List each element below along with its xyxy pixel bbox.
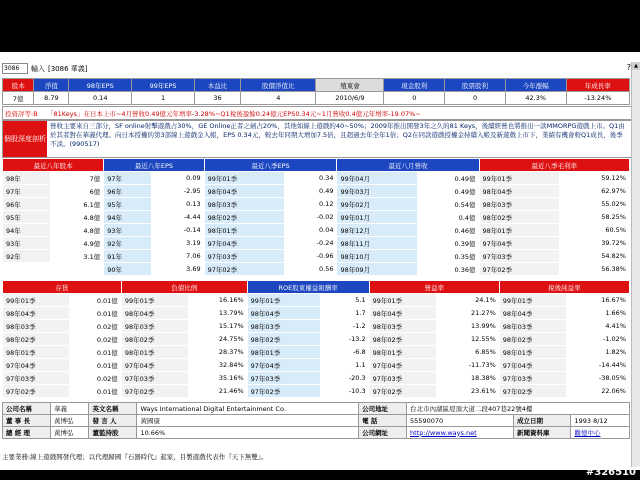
period-label: 99年01季 (499, 294, 566, 307)
stock-tag: [3086 華義] (48, 64, 88, 73)
period-value: 6.85% (436, 346, 499, 359)
period-value: -6.8 (321, 346, 369, 359)
period-value: 1.1 (321, 359, 369, 372)
info-key: 公司名稱 (3, 403, 51, 415)
period-value: 3.19 (152, 237, 204, 250)
period-value: 54.82% (559, 250, 629, 263)
rating-label: 投資評等:B (5, 109, 38, 118)
info-key: 總 經 理 (3, 427, 51, 439)
header-6[interactable]: 殖東會 (316, 79, 384, 92)
period-label: 97年03季 (479, 250, 559, 263)
period-label: 90年 (104, 263, 152, 276)
period-value: -38.05% (567, 372, 630, 385)
period-label: 99年03月 (337, 185, 417, 198)
period-value: 59.12% (559, 172, 629, 185)
info-key: 董監持股 (89, 427, 137, 439)
rating-text: 「81Keys」在日本上市~4月營收0.49億元年增率-3.28%~Q1稅後盈餘0.24億元EPS0.34元~1月營收0.4億元年增率-19.07%~ (47, 109, 421, 118)
period-label: 98年04季 (204, 185, 284, 198)
period-label: 99年01季 (204, 172, 284, 185)
period-value: -13.2 (321, 333, 369, 346)
period-label: 97年02季 (369, 385, 436, 398)
table-row (3, 320, 630, 333)
header-5[interactable]: 股價淨值比 (241, 79, 316, 92)
period-label: 97年03季 (3, 372, 70, 385)
period-value: 32.84% (189, 359, 248, 372)
period-value: 0.4億 (417, 211, 479, 224)
period-label: 98年12月 (337, 224, 417, 237)
period-label: 97年03季 (121, 372, 188, 385)
period-value: 4.41% (567, 320, 630, 333)
value-5: 4 (241, 92, 316, 105)
value-7: 0 (384, 92, 445, 105)
info-value: 1993 8/12 (571, 415, 630, 427)
value-8: 0 (445, 92, 506, 105)
period-label: 97年04季 (369, 359, 436, 372)
period-label: 97年02季 (247, 385, 321, 398)
period-value: 7.06 (152, 250, 204, 263)
period-label: 98年04季 (3, 307, 70, 320)
period-label: 98年03季 (204, 198, 284, 211)
period-label: 96年 (3, 198, 51, 211)
period-value: 6億 (51, 185, 104, 198)
period-value: 0.49億 (417, 172, 479, 185)
table-row (3, 237, 630, 250)
period-value: -0.14 (152, 224, 204, 237)
period-label: 98年01季 (121, 346, 188, 359)
period-value: 15.17% (189, 320, 248, 333)
period-label: 98年02季 (3, 333, 70, 346)
section-header[interactable]: 最近八年股本 (3, 159, 104, 172)
period-label: 92年 (104, 237, 152, 250)
period-label: 97年04季 (121, 359, 188, 372)
period-value: 4.8億 (51, 211, 104, 224)
period-value: 13.79% (189, 307, 248, 320)
info-value: 10.66% (137, 427, 359, 439)
period-label: 97年03季 (247, 372, 321, 385)
period-label: 99年01季 (3, 294, 70, 307)
period-value: 6.1億 (51, 198, 104, 211)
table-row (3, 185, 630, 198)
period-label: 98年02季 (479, 211, 559, 224)
period-value: -0.24 (285, 237, 337, 250)
period-label: 98年04季 (121, 307, 188, 320)
period-value: 0.02億 (70, 320, 122, 333)
header-8[interactable]: 股票股利 (445, 79, 506, 92)
period-label: 98年03季 (479, 198, 559, 211)
period-value: 24.75% (189, 333, 248, 346)
header-10[interactable]: 年成長率 (566, 79, 629, 92)
period-value: -20.3 (321, 372, 369, 385)
period-value: 1.66% (567, 307, 630, 320)
table-row (3, 294, 630, 307)
section-header[interactable]: 最近八季毛利率 (479, 159, 629, 172)
period-value: 60.5% (559, 224, 629, 237)
period-value: 7億 (51, 172, 104, 185)
company-info-table (2, 402, 630, 439)
period-label: 96年 (104, 185, 152, 198)
header-0[interactable]: 股本 (3, 79, 34, 92)
financial-ratio-table (2, 280, 630, 398)
help-icon[interactable]: ? (626, 63, 631, 72)
period-label: 99年02月 (337, 198, 417, 211)
period-label: 99年01季 (369, 294, 436, 307)
rating-line (2, 106, 632, 120)
period-label: 98年01季 (247, 346, 321, 359)
header-2[interactable]: 98年EPS (69, 79, 132, 92)
period-label: 98年02季 (121, 333, 188, 346)
value-9: 42.3% (505, 92, 566, 105)
section-header[interactable]: 負債比例 (121, 281, 247, 294)
table-row (3, 224, 630, 237)
table-row (3, 172, 630, 185)
period-value: -1.02% (567, 333, 630, 346)
period-label: 98年04季 (369, 307, 436, 320)
period-value: 0.04 (285, 224, 337, 237)
enter-button[interactable]: 輸入 (31, 64, 45, 73)
table-row (3, 372, 630, 385)
analysis-box (2, 120, 632, 158)
period-value: 0.01億 (70, 294, 122, 307)
period-value (51, 263, 104, 276)
period-label: 98年03季 (499, 320, 566, 333)
period-label: 98年01季 (3, 346, 70, 359)
section-header[interactable]: 存貨 (3, 281, 122, 294)
period-label: 98年01季 (369, 346, 436, 359)
info-key: 電 話 (359, 415, 407, 427)
period-label: 99年01月 (337, 211, 417, 224)
period-value: 21.46% (189, 385, 248, 398)
period-value: 0.02億 (70, 333, 122, 346)
section-header[interactable]: 營益率 (369, 281, 499, 294)
period-value: -1.2 (321, 320, 369, 333)
period-value: 0.13 (152, 198, 204, 211)
info-key: 公司網址 (359, 427, 407, 439)
table-row (3, 263, 630, 276)
period-value: 21.27% (436, 307, 499, 320)
table-row (3, 385, 630, 398)
period-label: 94年 (104, 211, 152, 224)
period-label: 93年 (3, 237, 51, 250)
period-value: 4.9億 (51, 237, 104, 250)
period-value: 0.02億 (70, 372, 122, 385)
period-value: -0.02 (285, 211, 337, 224)
period-value: 0.35億 (417, 250, 479, 263)
period-label: 97年 (104, 172, 152, 185)
period-value: 0.36億 (417, 263, 479, 276)
value-3: 1 (132, 92, 195, 105)
period-label: 98年09月 (337, 263, 417, 276)
info-value: Ways International Digital Entertainment Co. (137, 403, 359, 415)
analysis-label: 個股深度剖析 (3, 121, 47, 157)
period-label: 98年01季 (204, 224, 284, 237)
period-label: 98年01季 (479, 224, 559, 237)
info-value[interactable]: http://www.ways.net (407, 427, 514, 439)
period-label: 91年 (104, 250, 152, 263)
period-label: 98年04季 (479, 185, 559, 198)
period-value: 18.38% (436, 372, 499, 385)
info-value[interactable]: 觀憶中心 (571, 427, 630, 439)
period-value: -14.44% (567, 359, 630, 372)
period-value: -10.3 (321, 385, 369, 398)
stock-code-input[interactable] (2, 63, 28, 74)
period-label: 98年03季 (247, 320, 321, 333)
table-row (3, 198, 630, 211)
value-2: 0.14 (69, 92, 132, 105)
period-label (3, 263, 51, 276)
table-row (3, 307, 630, 320)
header-1[interactable]: 淨值 (34, 79, 69, 92)
scroll-up-icon[interactable]: ▲ (632, 62, 640, 70)
period-label: 98年04季 (247, 307, 321, 320)
period-value: 0.34 (285, 172, 337, 185)
period-value: 1.7 (321, 307, 369, 320)
header-9[interactable]: 今年漲幅 (505, 79, 566, 92)
table-row (3, 211, 630, 224)
period-value: 0.01億 (70, 346, 122, 359)
period-label: 97年04季 (204, 237, 284, 250)
period-label: 98年11月 (337, 237, 417, 250)
value-0: 7億 (3, 92, 34, 105)
period-label: 99年01季 (247, 294, 321, 307)
period-label: 98年02季 (499, 333, 566, 346)
header-3[interactable]: 99年EPS (132, 79, 195, 92)
period-label: 97年03季 (369, 372, 436, 385)
period-value: 0.49億 (417, 185, 479, 198)
period-label: 97年02季 (204, 263, 284, 276)
info-key: 公司地址 (359, 403, 407, 415)
info-value: 黃博弘 (50, 415, 89, 427)
period-label: 97年 (3, 185, 51, 198)
section-header[interactable]: 最近八月營收 (337, 159, 479, 172)
table-row (3, 333, 630, 346)
period-value: 39.72% (559, 237, 629, 250)
period-label: 95年 (3, 211, 51, 224)
period-value: -2.95 (152, 185, 204, 198)
period-value: -11.73% (436, 359, 499, 372)
period-value: 0.49 (285, 185, 337, 198)
period-value: 35.16% (189, 372, 248, 385)
period-label: 97年03季 (204, 250, 284, 263)
period-value: 0.09 (152, 172, 204, 185)
period-value: 1.82% (567, 346, 630, 359)
section-header[interactable]: 最近八年EPS (104, 159, 204, 172)
period-label: 98年 (3, 172, 51, 185)
period-value: 0.39億 (417, 237, 479, 250)
period-value: 16.67% (567, 294, 630, 307)
period-value: -0.96 (285, 250, 337, 263)
period-label: 99年01季 (479, 172, 559, 185)
period-label: 97年04季 (3, 359, 70, 372)
vertical-scrollbar[interactable] (631, 62, 640, 467)
period-label: 98年02季 (204, 211, 284, 224)
value-4: 36 (195, 92, 241, 105)
section-header[interactable]: ROE股東權益報酬率 (247, 281, 369, 294)
stock-input-row (2, 62, 88, 75)
info-value: 黃博弘 (50, 427, 89, 439)
period-value: 4.8億 (51, 224, 104, 237)
period-value: 22.06% (567, 385, 630, 398)
value-1: 8.79 (34, 92, 69, 105)
period-value: 0.01億 (70, 359, 122, 372)
period-value: 3.69 (152, 263, 204, 276)
info-key: 董 事 長 (3, 415, 51, 427)
period-label: 97年02季 (479, 263, 559, 276)
info-value: 台北市內湖區堤頂大道二段407巷22號4樓 (407, 403, 630, 415)
section-header[interactable]: 最近八季EPS (204, 159, 337, 172)
section-header[interactable]: 稅後純益率 (499, 281, 629, 294)
value-10: -13.24% (566, 92, 629, 105)
period-label: 98年02季 (247, 333, 321, 346)
summary-table (2, 78, 630, 105)
info-key: 英文名稱 (89, 403, 137, 415)
header-4[interactable]: 本益比 (195, 79, 241, 92)
period-value: 0.12 (285, 198, 337, 211)
period-label: 97年04季 (247, 359, 321, 372)
info-value: 黃國康 (137, 415, 359, 427)
period-label: 98年03季 (3, 320, 70, 333)
period-label: 97年02季 (121, 385, 188, 398)
info-key: 新聞資料庫 (514, 427, 571, 439)
value-6: 2010/6/9 (316, 92, 384, 105)
info-key: 發 言 人 (89, 415, 137, 427)
top-black-bar (0, 0, 640, 52)
period-value: 12.55% (436, 333, 499, 346)
period-value: 3.1億 (51, 250, 104, 263)
period-label: 97年02季 (3, 385, 70, 398)
period-label: 93年 (104, 224, 152, 237)
period-label: 95年 (104, 198, 152, 211)
period-value: 0.54億 (417, 198, 479, 211)
info-value: 華義 (50, 403, 89, 415)
period-label: 97年04季 (479, 237, 559, 250)
period-value: 5.1 (321, 294, 369, 307)
period-value: 23.61% (436, 385, 499, 398)
period-label: 98年01季 (499, 346, 566, 359)
period-value: 24.1% (436, 294, 499, 307)
watermark: #326510 (585, 467, 636, 478)
period-label: 92年 (3, 250, 51, 263)
period-label: 99年04月 (337, 172, 417, 185)
table-row (3, 250, 630, 263)
analysis-text: 營收主要來自三部分，SF online射擊遊戲占30%，GE Online正者之劍占20%，其他如線上遊戲約40~50%；2009年推出開發3年之久的81 Keys，後續經營也將推出一款MMORPG遊戲上市。Q1由於其者對在華義代理。向日本授權的第3部線上遊戲金入帳，EPS 0.34元，較去年同期大增加7.5倍，且超過去年全年1倍；Q2在同款遊戲授權金持續入帳及新遊戲上市下，業績有機會較Q1成長，後季不淡。(990517) (50, 122, 625, 148)
info-value: 55590070 (407, 415, 514, 427)
period-value: 28.37% (189, 346, 248, 359)
period-value: -4.44 (152, 211, 204, 224)
period-value: 56.38% (559, 263, 629, 276)
period-value: 0.46億 (417, 224, 479, 237)
period-value: 16.16% (189, 294, 248, 307)
period-label: 97年02季 (499, 385, 566, 398)
period-label: 98年04季 (499, 307, 566, 320)
period-label: 98年02季 (369, 333, 436, 346)
period-label: 98年03季 (369, 320, 436, 333)
business-description: 主要業務:線上遊戲開發代理；以代理歸國『石器時代』起家，目製遊戲代表作『天下無雙』。 (2, 453, 268, 461)
period-label: 98年03季 (121, 320, 188, 333)
table-row (3, 359, 630, 372)
period-value: 13.99% (436, 320, 499, 333)
period-label: 97年04季 (499, 359, 566, 372)
period-label: 94年 (3, 224, 51, 237)
period-value: 0.01億 (70, 385, 122, 398)
info-key: 成立日期 (514, 415, 571, 427)
period-value: 58.25% (559, 211, 629, 224)
eight-period-table (2, 158, 630, 276)
period-value: 0.01億 (70, 307, 122, 320)
header-7[interactable]: 現金股利 (384, 79, 445, 92)
period-label: 98年10月 (337, 250, 417, 263)
period-label: 99年01季 (121, 294, 188, 307)
period-value: 55.02% (559, 198, 629, 211)
period-value: 0.56 (285, 263, 337, 276)
table-row (3, 346, 630, 359)
period-label: 97年03季 (499, 372, 566, 385)
period-value: 62.97% (559, 185, 629, 198)
